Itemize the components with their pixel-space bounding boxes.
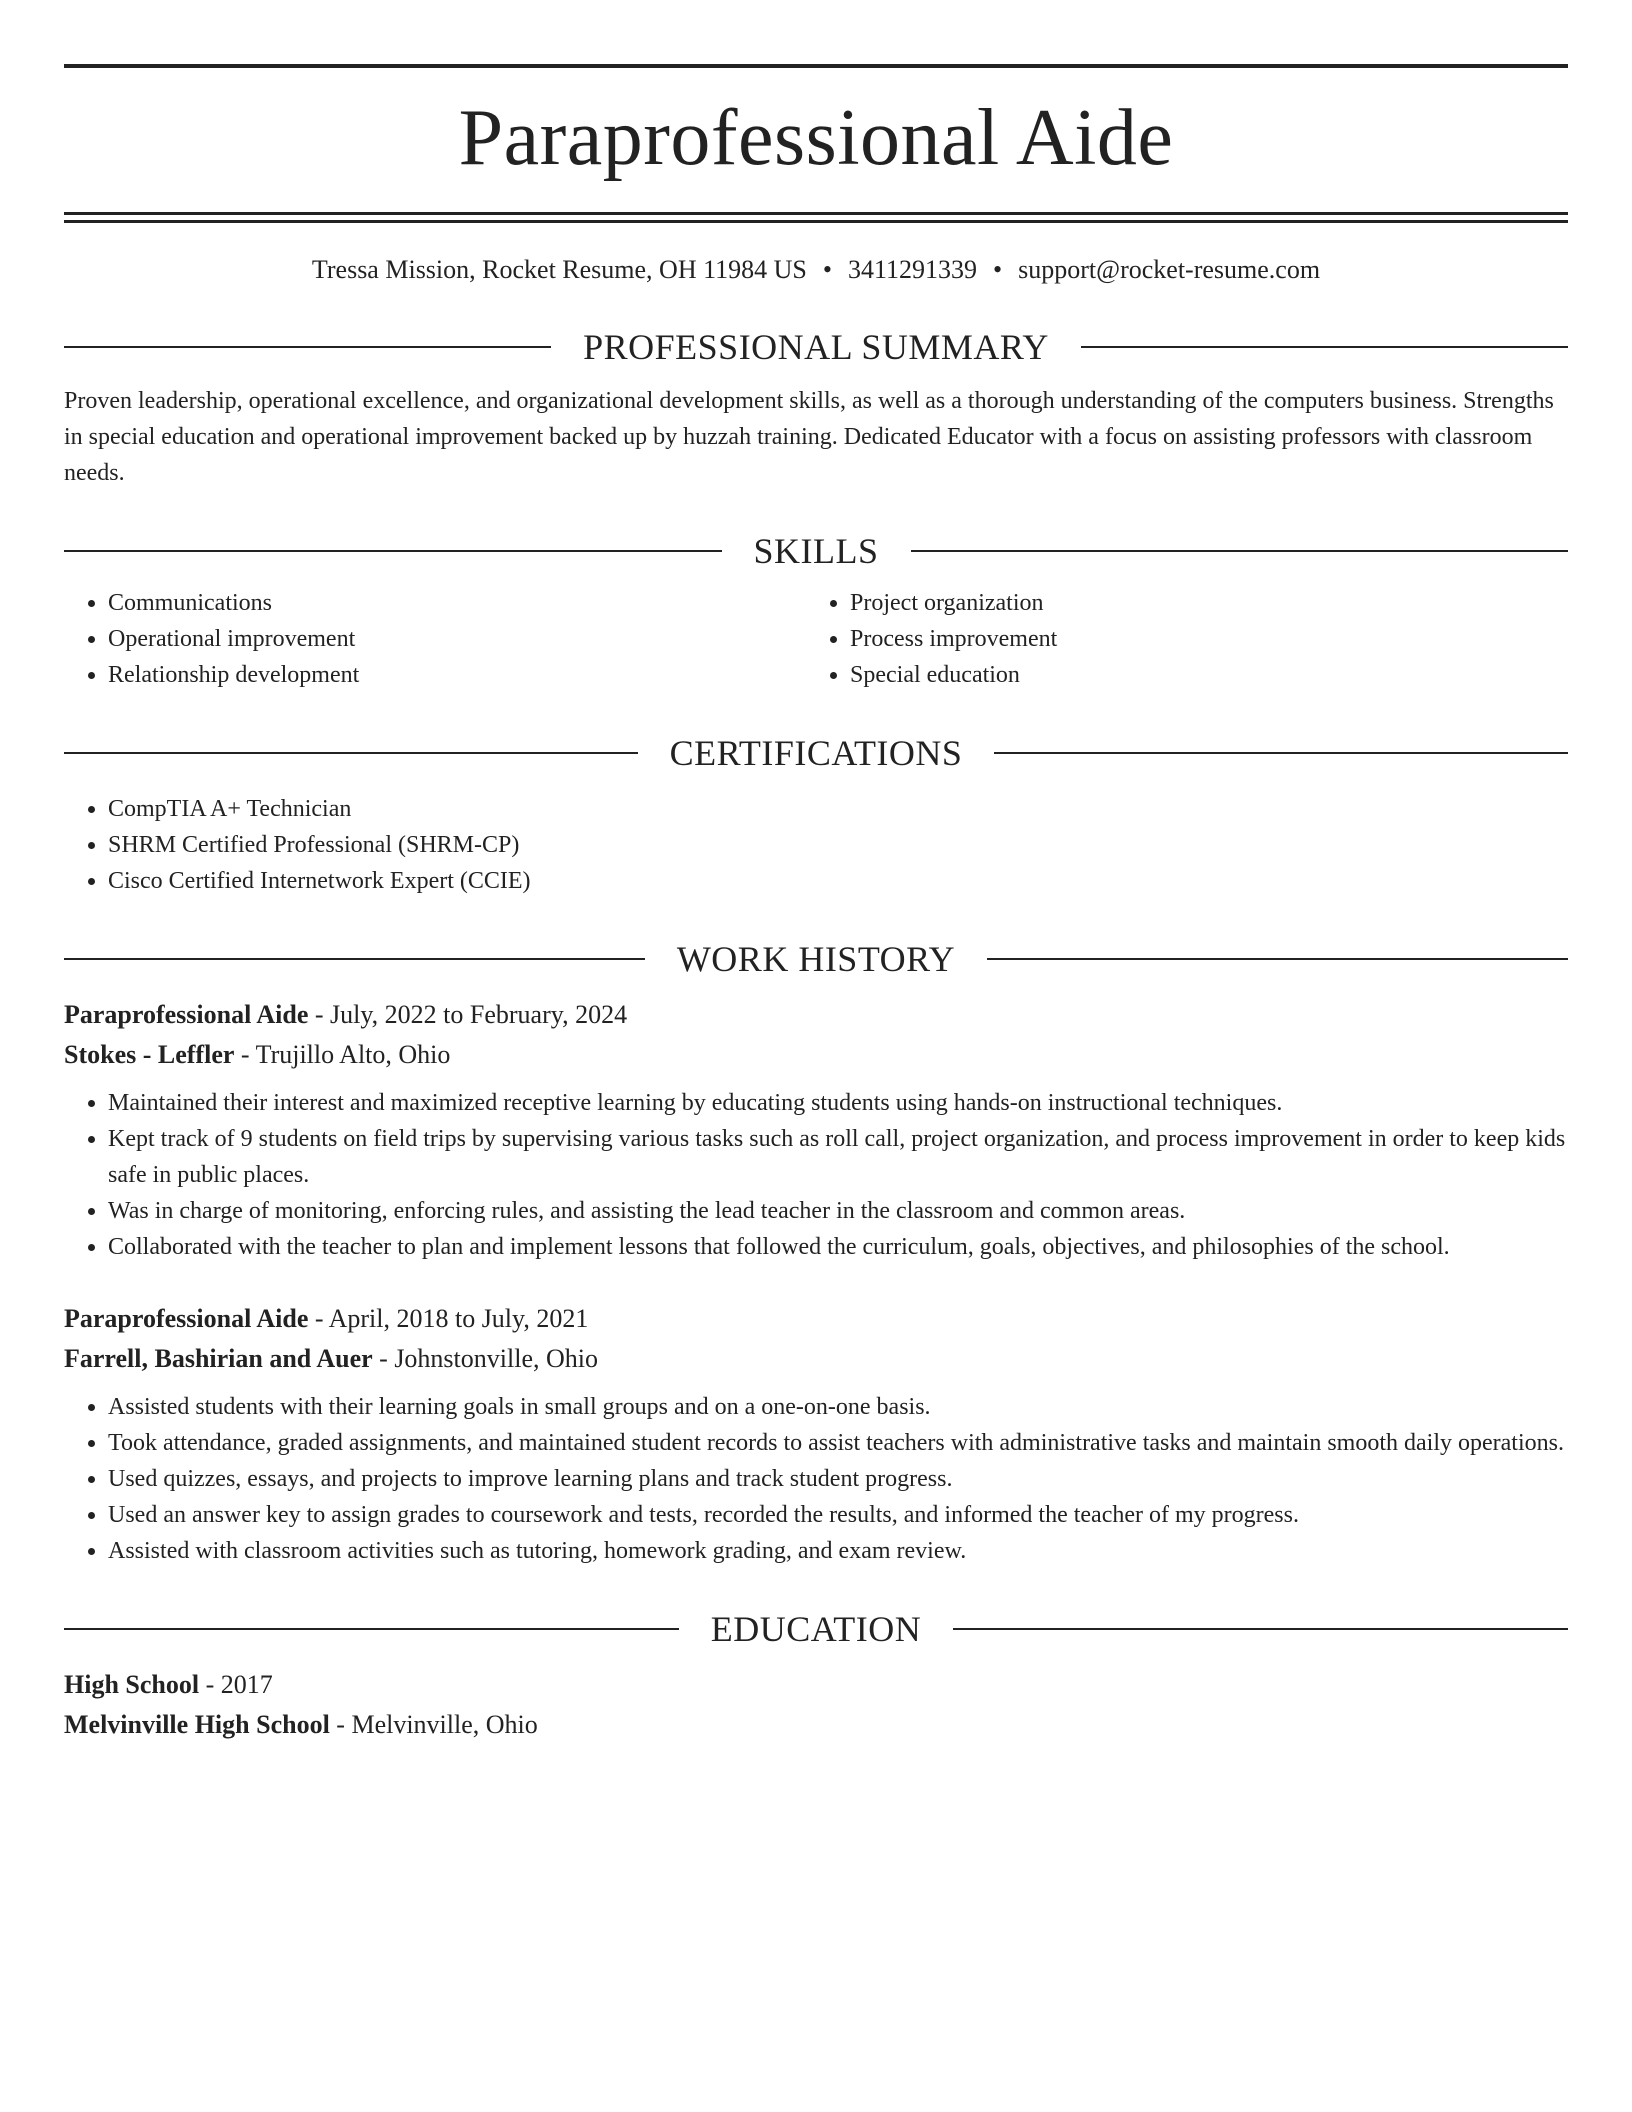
- skill-item: • Operational improvement: [108, 621, 806, 657]
- education-heading-text: EDUCATION: [710, 1609, 922, 1649]
- job-dates: - July, 2022 to February, 2024: [308, 1000, 628, 1029]
- skill-item: • Relationship development: [108, 657, 806, 693]
- job-location: - Johnstonville, Ohio: [372, 1344, 598, 1373]
- certifications-list: [64, 791, 1568, 899]
- job-bullet: • Collaborated with the teacher to plan and implement lessons that followed the curriculum, goals, objectives, and philosophies of the school.: [108, 1229, 1568, 1265]
- contact-email: support@rocket-resume.com: [1018, 255, 1321, 284]
- heading-rule: [64, 1628, 679, 1630]
- job-bullet: • Used an answer key to assign grades to coursework and tests, recorded the results, and informed the teacher of my progress.: [108, 1497, 1568, 1533]
- heading-rule: [994, 752, 1568, 754]
- education-degree-line: [64, 1665, 1568, 1705]
- skill-item: • Communications: [108, 585, 806, 621]
- heading-rule: [987, 958, 1568, 960]
- heading-rule: [64, 346, 551, 348]
- work-history-heading: [64, 937, 1568, 981]
- contact-separator: •: [993, 255, 1003, 284]
- heading-rule: [911, 550, 1569, 552]
- contact-line: [64, 253, 1568, 287]
- summary-heading-text: PROFESSIONAL SUMMARY: [583, 327, 1049, 367]
- summary-heading: [64, 325, 1568, 369]
- skill-item: • Project organization: [850, 585, 1548, 621]
- certifications-heading-text: CERTIFICATIONS: [669, 733, 963, 773]
- job-bullet: • Was in charge of monitoring, enforcing rules, and assisting the lead teacher in the classroom and common areas.: [108, 1193, 1568, 1229]
- heading-rule: [64, 958, 645, 960]
- skills-heading: [64, 529, 1568, 573]
- contact-address: Tressa Mission, Rocket Resume, OH 11984 US: [311, 255, 807, 284]
- page-title: Paraprofessional Aide: [458, 94, 1174, 182]
- certifications-heading: [64, 731, 1568, 775]
- education-entry: [64, 1665, 1568, 1745]
- heading-rule: [953, 1628, 1568, 1630]
- skills-column-right: [806, 585, 1548, 693]
- job-entry: [64, 995, 1568, 1265]
- skills-column-left: [64, 585, 806, 693]
- job-entry: [64, 1299, 1568, 1569]
- education-heading: [64, 1607, 1568, 1651]
- job-bullet: • Maintained their interest and maximized receptive learning by educating students using hands-on instructional techniques.: [108, 1085, 1568, 1121]
- certification-item: • CompTIA A+ Technician: [108, 791, 1568, 827]
- education-school-line: [64, 1705, 1568, 1745]
- job-company-line: [64, 1339, 1568, 1379]
- job-bullet: • Kept track of 9 students on field trips by supervising various tasks such as roll call, project organization, and process improvement in order to keep kids safe in public places.: [108, 1121, 1568, 1193]
- title-double-rule: [64, 212, 1568, 223]
- skill-item: • Process improvement: [850, 621, 1548, 657]
- summary-text: Proven leadership, operational excellence, and organizational development skills, as well as a thorough understanding of the computers business. Strengths in special education and operational improvement backed up by huzzah training. Dedicated Educator with a focus on assisting professors with classroom needs.: [64, 388, 1554, 486]
- job-title-line: [64, 1299, 1568, 1339]
- top-rule: [64, 64, 1568, 68]
- job-title-line: [64, 995, 1568, 1035]
- job-location: - Trujillo Alto, Ohio: [234, 1040, 451, 1069]
- certification-item: • SHRM Certified Professional (SHRM-CP): [108, 827, 1568, 863]
- certification-item: • Cisco Certified Internetwork Expert (CCIE): [108, 863, 1568, 899]
- heading-rule: [64, 550, 722, 552]
- heading-rule: [1081, 346, 1568, 348]
- job-title: Paraprofessional Aide: [64, 1000, 309, 1029]
- job-company-line: [64, 1035, 1568, 1075]
- heading-rule: [64, 752, 638, 754]
- job-bullets: [64, 1389, 1568, 1569]
- skills-list: [64, 585, 1568, 693]
- job-bullet: • Assisted with classroom activities such as tutoring, homework grading, and exam review.: [108, 1533, 1568, 1569]
- job-dates: - April, 2018 to July, 2021: [308, 1304, 589, 1333]
- job-company: Stokes - Leffler: [64, 1040, 235, 1069]
- education-year: - 2017: [199, 1670, 273, 1699]
- job-company: Farrell, Bashirian and Auer: [64, 1344, 373, 1373]
- education-degree: High School: [64, 1670, 200, 1699]
- contact-separator: •: [822, 255, 832, 284]
- education-location: - Melvinville, Ohio: [329, 1710, 538, 1739]
- work-history-heading-text: WORK HISTORY: [676, 939, 956, 979]
- skill-item: • Special education: [850, 657, 1548, 693]
- education-school: Melvinville High School: [64, 1710, 330, 1739]
- job-bullet: • Used quizzes, essays, and projects to improve learning plans and track student progress.: [108, 1461, 1568, 1497]
- contact-phone: 3411291339: [848, 255, 978, 284]
- skills-heading-text: SKILLS: [753, 531, 879, 571]
- job-title: Paraprofessional Aide: [64, 1304, 309, 1333]
- job-bullet: • Assisted students with their learning goals in small groups and on a one-on-one basis.: [108, 1389, 1568, 1425]
- resume-page: [64, 0, 1568, 1745]
- job-bullets: [64, 1085, 1568, 1265]
- job-bullet: • Took attendance, graded assignments, and maintained student records to assist teachers with administrative tasks and maintain smooth daily operations.: [108, 1425, 1568, 1461]
